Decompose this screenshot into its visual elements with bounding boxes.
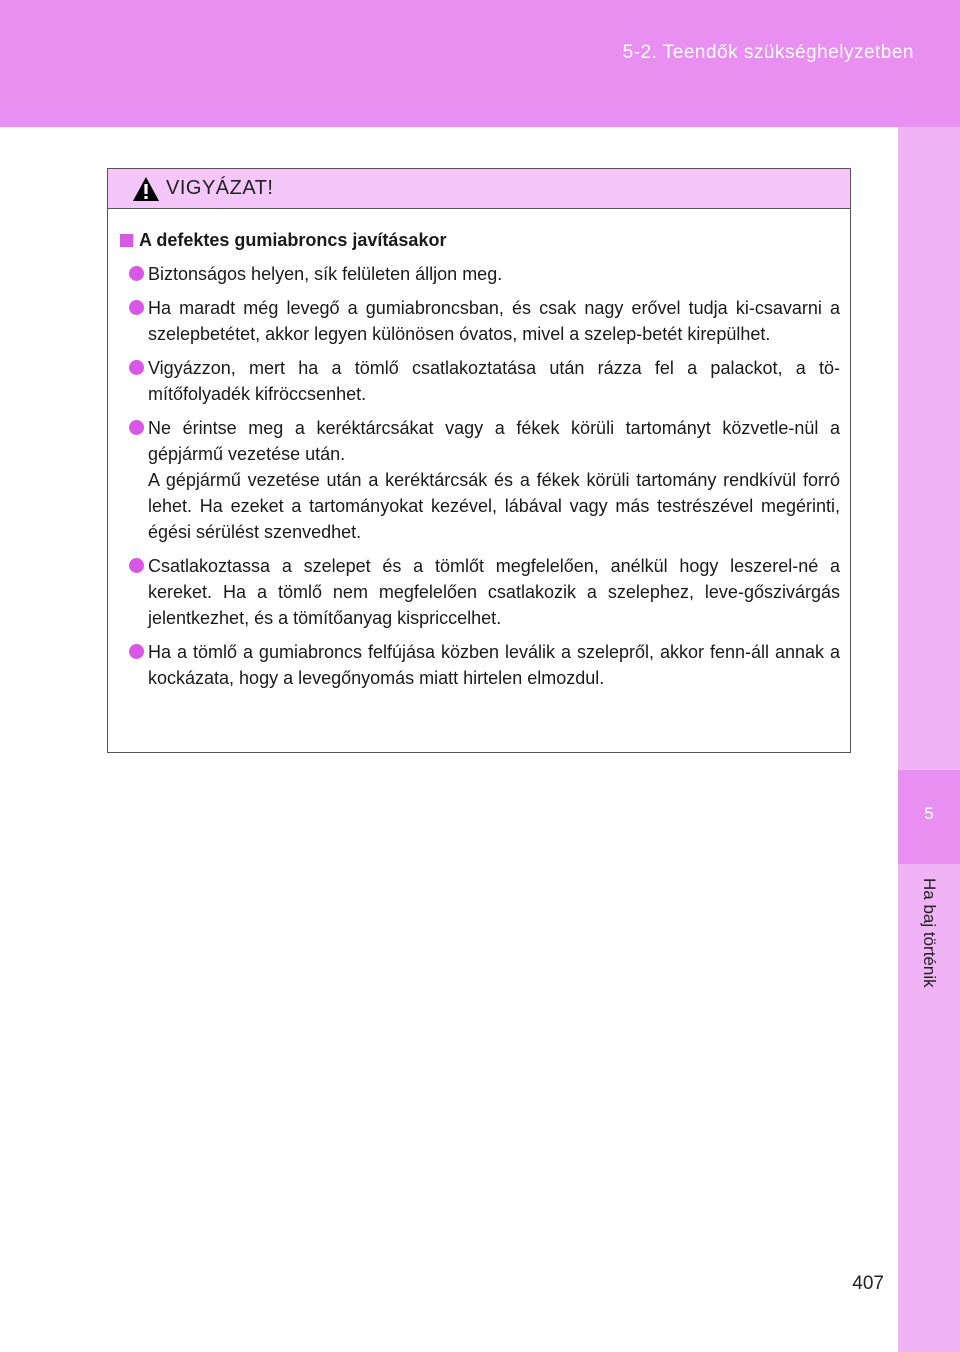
round-bullet-icon xyxy=(129,360,144,375)
warning-item-list xyxy=(120,261,840,691)
warning-body xyxy=(108,209,850,691)
warning-box xyxy=(107,168,851,753)
list-item-text: Ha a tömlő a gumiabroncs felfújása közben leválik a szelepről, akkor fenn-áll annak a kockázata, hogy a levegőnyomás miatt hirtelen elmozdul. xyxy=(148,642,840,688)
list-item-text: Csatlakoztassa a szelepet és a tömlőt megfelelően, anélkül hogy leszerel-né a kereket. Ha a tömlő nem megfelelően csatlakozik a szelephez, leve-gőszivárgás jelentkezhet, és a tömítőanyag kispriccelhet. xyxy=(148,556,840,628)
list-item xyxy=(120,355,840,407)
round-bullet-icon xyxy=(129,558,144,573)
warning-subheading xyxy=(120,227,840,253)
top-band xyxy=(0,0,960,127)
warning-subheading-text: A defektes gumiabroncs javításakor xyxy=(139,230,447,250)
warning-header xyxy=(108,169,850,209)
round-bullet-icon xyxy=(129,266,144,281)
list-item-text: Vigyázzon, mert ha a tömlő csatlakoztatása után rázza fel a palackot, a tö-mítőfolyadék kifröccsenhet. xyxy=(148,358,840,404)
page-number: 407 xyxy=(852,1273,884,1294)
chapter-tab[interactable] xyxy=(898,770,960,864)
chapter-title: Ha baj történik xyxy=(920,878,939,988)
section-header: 5-2. Teendők szükséghelyzetben xyxy=(622,42,914,63)
warning-title: VIGYÁZAT! xyxy=(166,177,274,199)
round-bullet-icon xyxy=(129,420,144,435)
square-bullet-icon xyxy=(120,234,133,247)
list-item xyxy=(120,639,840,691)
warning-triangle-icon xyxy=(132,176,160,202)
round-bullet-icon xyxy=(129,300,144,315)
chapter-number: 5 xyxy=(924,804,934,823)
list-item-text: Ha maradt még levegő a gumiabroncsban, és csak nagy erővel tudja ki-csavarni a szelepbetétet, akkor legyen különösen óvatos, mivel a szelep-betét kirepülhet. xyxy=(148,298,840,344)
list-item-text: Biztonságos helyen, sík felületen álljon meg. xyxy=(148,264,503,284)
side-tab xyxy=(898,127,960,1352)
list-item xyxy=(120,261,840,287)
list-item xyxy=(120,553,840,631)
list-item-text: A gépjármű vezetése után a keréktárcsák és a fékek körüli tartomány rendkívül forró lehet. Ha ezeket a tartományokat kezével, lábával vagy más testrészével megérinti, égési sérülést szenvedhet. xyxy=(148,470,840,542)
list-item xyxy=(120,295,840,347)
list-item-text: Ne érintse meg a keréktárcsákat vagy a fékek körüli tartományt közvetle-nül a gépjármű vezetése után. xyxy=(148,418,840,464)
round-bullet-icon xyxy=(129,644,144,659)
list-item xyxy=(120,415,840,545)
